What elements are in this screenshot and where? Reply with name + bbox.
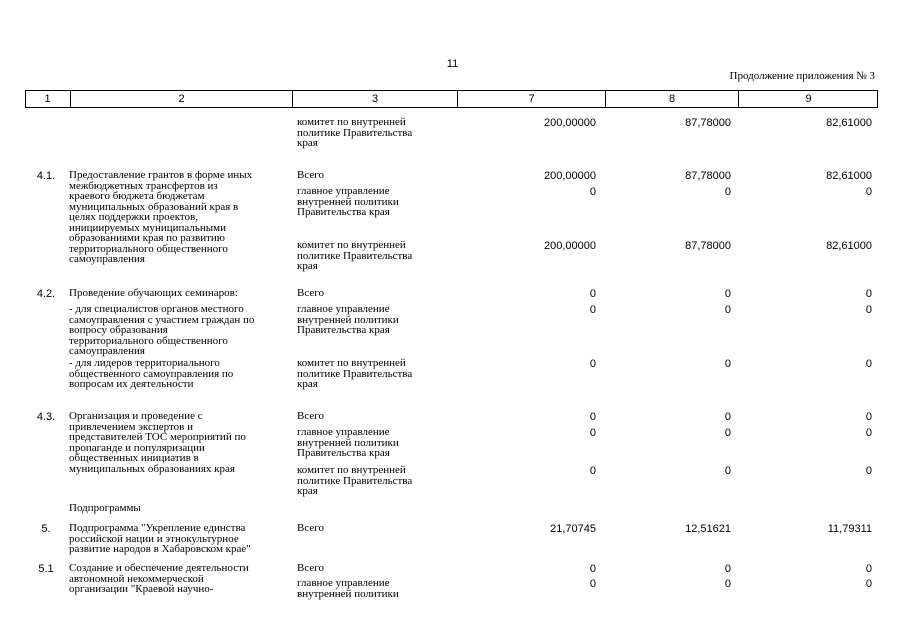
- executor-name-line: комитет по внутренней: [297, 239, 406, 251]
- executor-name-line: главное управление: [297, 185, 390, 197]
- value-col-8: 0: [724, 358, 731, 370]
- value-col-9: 11,79311: [827, 523, 872, 535]
- measure-name: [69, 170, 291, 265]
- value-col-8: 0: [724, 304, 731, 316]
- executor-name-line: Всего: [297, 169, 324, 181]
- measure-name-line: российской нации и этнокультурное: [69, 532, 239, 545]
- executor-name-line: внутренней политики: [297, 313, 399, 326]
- row-number: 4.2.: [36, 288, 56, 300]
- measure-name: [69, 563, 291, 595]
- value-col-9: 0: [865, 465, 872, 477]
- executor-name-line: края: [297, 137, 318, 149]
- value-col-9: 82,61000: [826, 240, 872, 252]
- column-header: 8: [605, 91, 738, 107]
- column-header: 1: [44, 93, 51, 105]
- value-col-7: 0: [589, 358, 596, 370]
- executor-name-line: внутренней политики: [297, 195, 399, 208]
- value-col-7: 21,70745: [550, 523, 596, 535]
- executor-name-line: Правительства края: [297, 206, 390, 218]
- executor-name: [297, 578, 452, 599]
- measure-name-line: общественных инициатив в: [69, 452, 199, 464]
- measure-name: [69, 523, 291, 555]
- value-col-8: 0: [724, 578, 731, 590]
- executor-name-line: края: [297, 485, 318, 497]
- executor-name-line: комитет по внутренней: [297, 464, 406, 476]
- executor-name-line: главное управление: [297, 426, 390, 438]
- value-col-7: 0: [589, 304, 596, 316]
- measure-name-line: межбюджетных трансфертов из: [69, 179, 218, 192]
- value-col-8: 12,51621: [685, 523, 731, 535]
- measure-name-line: - для лидеров территориального: [69, 357, 220, 369]
- row-number: 5.1: [38, 563, 54, 575]
- measure-name-line: развитие народов в Хабаровском крае": [69, 543, 251, 555]
- measure-name: [69, 503, 291, 514]
- executor-name: [297, 563, 452, 574]
- executor-name-line: Правительства края: [297, 447, 390, 459]
- value-col-9: 0: [865, 427, 872, 439]
- value-col-8: 0: [724, 288, 731, 300]
- measure-name-line: Подпрограмма "Укрепление единства: [69, 522, 246, 534]
- measure-name-line: Предоставление грантов в форме иных: [69, 169, 253, 181]
- measure-name: [69, 358, 291, 390]
- column-header: 7: [457, 91, 605, 107]
- measure-name-line: территориального общественного: [69, 242, 228, 255]
- measure-name-line: Проведение обучающих семинаров:: [69, 287, 238, 299]
- value-col-7: 0: [589, 288, 596, 300]
- executor-name: [297, 288, 452, 299]
- executor-name-line: политике Правительства: [297, 249, 413, 262]
- executor-name-line: внутренней политики: [297, 587, 399, 600]
- page-number: 11: [446, 58, 459, 70]
- value-col-8: 87,78000: [685, 117, 731, 129]
- measure-name-line: автономной некоммерческой: [69, 572, 204, 585]
- measure-name-line: Создание и обеспечение деятельности: [69, 562, 249, 574]
- measure-name-line: целях поддержки проектов,: [69, 211, 199, 223]
- value-col-7: 0: [589, 563, 596, 575]
- value-col-7: 0: [589, 186, 596, 198]
- executor-name: [297, 170, 452, 181]
- column-header: 3: [292, 91, 457, 107]
- value-col-7: 0: [589, 465, 596, 477]
- value-col-9: 0: [865, 563, 872, 575]
- measure-name: [69, 304, 291, 357]
- executor-name: [297, 427, 452, 459]
- value-col-8: 87,78000: [685, 240, 731, 252]
- measure-name-line: вопросам их деятельности: [69, 378, 194, 390]
- measure-name-line: краевого бюджета бюджетам: [69, 190, 205, 202]
- row-number: 4.3.: [36, 411, 56, 423]
- executor-name-line: политике Правительства: [297, 474, 413, 487]
- measure-name-line: привлечением экспертов и: [69, 420, 193, 433]
- value-col-9: 0: [865, 411, 872, 423]
- measure-name-line: самоуправления с участием граждан по: [69, 313, 255, 326]
- executor-name-line: политике Правительства: [297, 367, 413, 380]
- executor-name: [297, 358, 452, 390]
- executor-name: [297, 411, 452, 422]
- column-header: 2: [70, 91, 292, 107]
- value-col-9: 82,61000: [826, 170, 872, 182]
- value-col-7: 200,00000: [544, 170, 596, 182]
- executor-name: [297, 240, 452, 272]
- measure-name-line: Организация и проведение с: [69, 410, 203, 422]
- executor-name-line: главное управление: [297, 577, 390, 589]
- executor-name-line: Всего: [297, 562, 324, 574]
- value-col-9: 82,61000: [826, 117, 872, 129]
- executor-name-line: края: [297, 260, 318, 272]
- value-col-8: 0: [724, 427, 731, 439]
- measure-name-line: самоуправления: [69, 253, 145, 265]
- value-col-8: 0: [724, 411, 731, 423]
- value-col-8: 0: [724, 563, 731, 575]
- value-col-9: 0: [865, 304, 872, 316]
- measure-name-line: муниципальных образований края в: [69, 200, 239, 213]
- executor-name-line: Всего: [297, 287, 324, 299]
- value-col-7: 0: [589, 578, 596, 590]
- executor-name-line: края: [297, 378, 318, 390]
- measure-name: [69, 411, 291, 474]
- measure-name-line: муниципальных образованиях края: [69, 462, 235, 475]
- value-col-9: 0: [865, 358, 872, 370]
- measure-name-line: представителей ТОС мероприятий по: [69, 431, 246, 443]
- row-number: 4.1.: [36, 170, 56, 182]
- value-col-9: 0: [865, 578, 872, 590]
- executor-name: [297, 465, 452, 497]
- value-col-8: 87,78000: [685, 170, 731, 182]
- value-col-8: 0: [724, 186, 731, 198]
- executor-name-line: комитет по внутренней: [297, 116, 406, 128]
- measure-name-line: территориального общественного: [69, 334, 228, 347]
- value-col-8: 0: [724, 465, 731, 477]
- column-header: 9: [738, 91, 878, 107]
- value-col-7: 0: [589, 427, 596, 439]
- executor-name: [297, 186, 452, 218]
- measure-name-line: Подпрограммы: [69, 502, 141, 514]
- row-number: 5.: [41, 523, 51, 535]
- measure-name-line: пропаганде и популяризации: [69, 441, 205, 454]
- table-header-row: [25, 90, 878, 108]
- measure-name-line: организации "Краевой научно-: [69, 583, 214, 595]
- executor-name-line: политике Правительства: [297, 126, 413, 139]
- value-col-7: 200,00000: [544, 240, 596, 252]
- value-col-9: 0: [865, 186, 872, 198]
- measure-name-line: образованиями края по развитию: [69, 232, 226, 244]
- executor-name-line: внутренней политики: [297, 436, 399, 449]
- value-col-7: 0: [589, 411, 596, 423]
- executor-name-line: главное управление: [297, 303, 390, 315]
- measure-name-line: общественного самоуправления по: [69, 367, 234, 380]
- measure-name-line: самоуправления: [69, 345, 145, 357]
- value-col-9: 0: [865, 288, 872, 300]
- executor-name: [297, 117, 452, 149]
- executor-name-line: комитет по внутренней: [297, 357, 406, 369]
- executor-name: [297, 304, 452, 336]
- measure-name-line: - для специалистов органов местного: [69, 303, 244, 315]
- executor-name: [297, 523, 452, 534]
- measure-name-line: вопросу образования: [69, 324, 168, 336]
- value-col-7: 200,00000: [544, 117, 596, 129]
- measure-name: [69, 288, 291, 299]
- executor-name-line: Всего: [297, 522, 324, 534]
- appendix-continuation-label: Продолжение приложения № 3: [729, 70, 875, 82]
- executor-name-line: Всего: [297, 410, 324, 422]
- executor-name-line: Правительства края: [297, 324, 390, 336]
- measure-name-line: инициируемых муниципальными: [69, 221, 227, 234]
